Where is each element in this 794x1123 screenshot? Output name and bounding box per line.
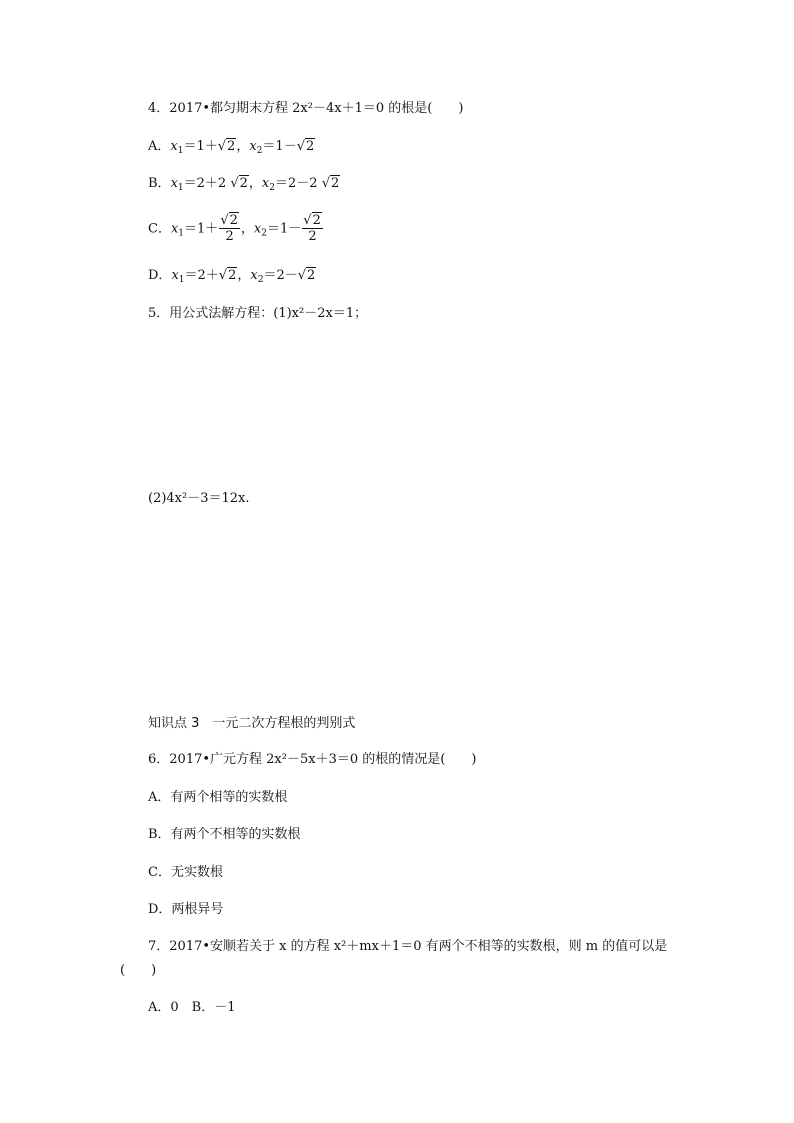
q6-option-d: D．两根异号 xyxy=(148,902,224,917)
q7-stem-text: 7．2017•安顺若关于 x 的方程 x²＋mx＋1＝0 有两个不相等的实数根，则 m 的值可以是 xyxy=(148,939,668,954)
q4-stem xyxy=(148,100,463,118)
q7-stem xyxy=(148,938,667,956)
section-3-heading xyxy=(148,715,355,733)
q5-part2-text: (2)4x²－3＝12x. xyxy=(148,491,250,506)
q7-stem-cont: ( ) xyxy=(120,963,157,978)
q7-options: A．0 B．－1 xyxy=(148,1000,236,1015)
q6-option-c: C．无实数根 xyxy=(148,865,223,880)
q4-option-b: B．$x_1=2+2$ √2，$x_2=2-2$ √2 xyxy=(148,176,340,193)
q4-option-a: A．$x_1=1+√2$，$x_2=1-√2$ xyxy=(148,139,315,156)
q6-stem xyxy=(148,751,476,769)
q4-option-d: D．$x_1=2+√2$，$x_2=2-√2$ xyxy=(148,268,316,285)
section-3-title: 知识点 3 一元二次方程根的判别式 xyxy=(148,716,356,731)
q5-part1 xyxy=(148,305,367,323)
q5-part2 xyxy=(148,490,250,508)
q6-option-a: A．有两个相等的实数根 xyxy=(148,790,288,805)
q6-option-b: B．有两个不相等的实数根 xyxy=(148,827,301,842)
q5-part1-text: 5．用公式法解方程：(1)x²－2x＝1； xyxy=(148,306,368,321)
q6-stem-text: 6．2017•广元方程 2x²－5x＋3＝0 的根的情况是( ) xyxy=(148,752,477,767)
q4-option-c: C．$x_1=1+$ $\frac{√2}{2}$ ，$x_2=1-$ $\frac{√2}{2}$ xyxy=(148,213,321,244)
q4-stem-text: 4．2017•都匀期末方程 2x²－4x＋1＝0 的根是( ) xyxy=(148,101,464,116)
